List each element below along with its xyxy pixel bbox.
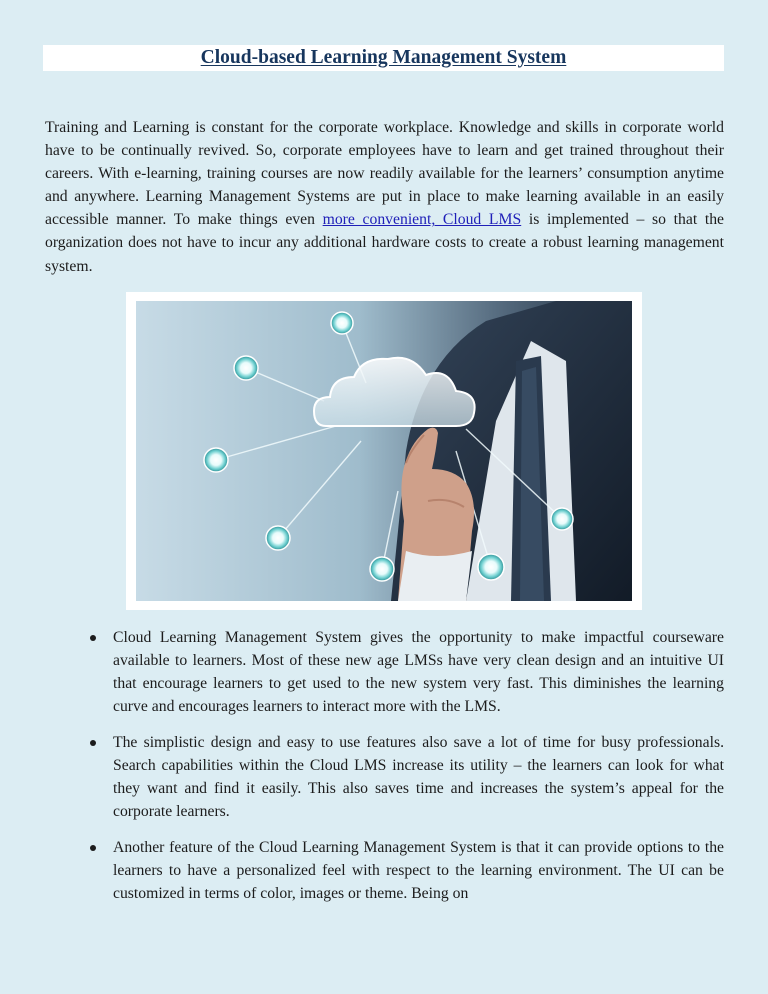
list-item-text: Cloud Learning Management System gives the opportunity to make impactful courseware available to learners. Most of these new age LMSs have very clean design and an intuitive UI that encourage learners to get used to the new system very fast. This diminishes the learning curve and encourages learners to interact more with the LMS. <box>113 629 724 716</box>
document-title: Cloud-based Learning Management System <box>200 47 567 68</box>
cloud-network-image <box>136 301 632 601</box>
intro-text-after-link: is implemented – so that the organization does not have to incur any additional hardware costs to create a robust learning management system. <box>45 211 724 275</box>
title-bar <box>43 45 724 71</box>
bullet-icon <box>90 740 96 746</box>
cloud-lms-illustration <box>126 292 642 610</box>
list-item-text: Another feature of the Cloud Learning Management System is that it can provide options to the learners to have a personalized feel with respect to the learning environment. The UI can be customized in terms of color, images or theme. Being on <box>113 838 724 902</box>
intro-paragraph <box>45 116 724 278</box>
bullet-icon <box>90 635 96 641</box>
bullet-icon <box>90 845 96 851</box>
list-item <box>68 626 724 718</box>
list-item <box>68 731 724 823</box>
feature-list <box>68 626 724 918</box>
intro-text-before-link: Training and Learning is constant for the corporate workplace. Knowledge and skills in corporate world have to be continually revived. So, corporate employees have to learn and get trained throughout their careers. With e-learning, training courses are now readily available for the learners’ consumption anytime and anywhere. Learning Management Systems are put in place to make learning available in an easily accessible manner. To make things even <box>45 119 724 229</box>
cloud-lms-link[interactable]: more convenient, Cloud LMS <box>322 211 522 229</box>
list-item-text: The simplistic design and easy to use features also save a lot of time for busy professionals. Search capabilities within the Cloud LMS increase its utility – the learners can look for what they want and find it easily. This also saves time and increases the system’s appeal for the corporate learners. <box>113 733 724 821</box>
list-item <box>68 836 724 905</box>
